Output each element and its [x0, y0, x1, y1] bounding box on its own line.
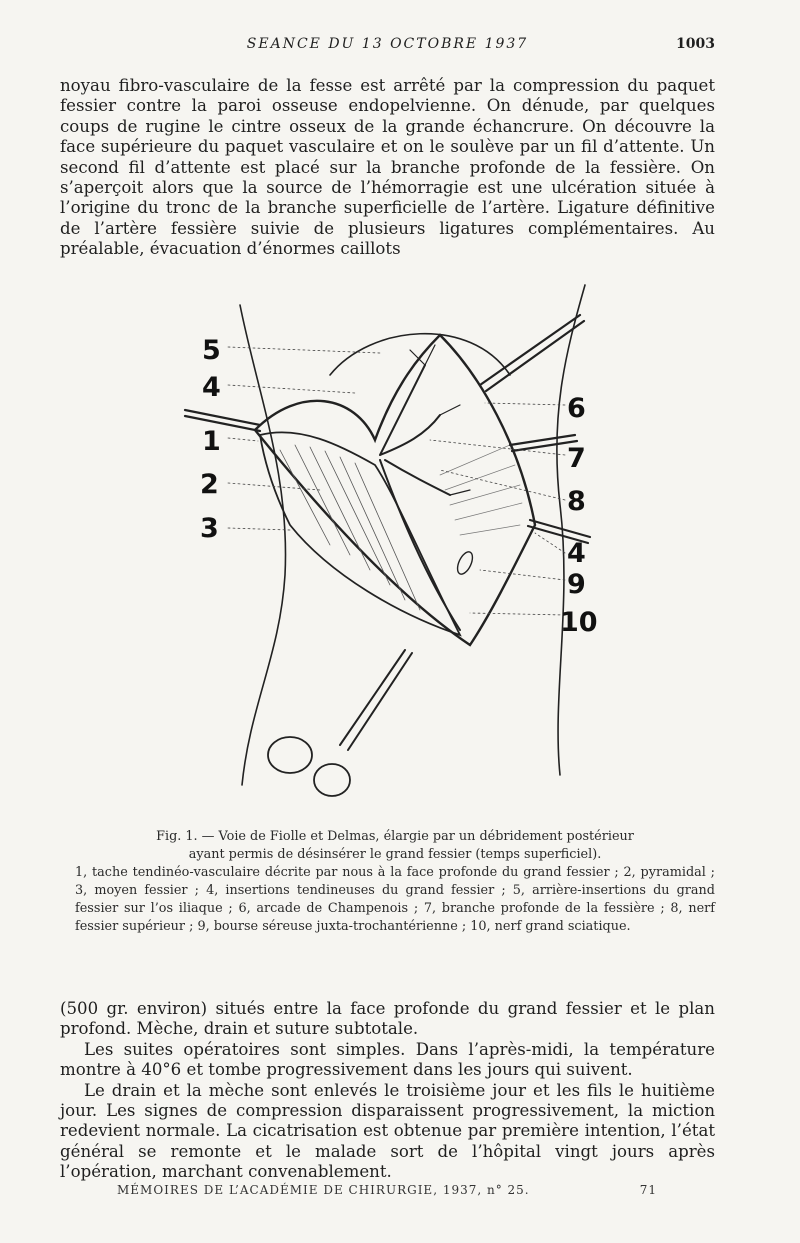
- paragraph-bottom-3: Le drain et la mèche sont enlevés le troisième jour et les fils le huitième jour. Les signes de compression disparaissent progressivement, la miction redevient normale. La cicatrisation est obtenue par première intention, l’état général se remonte et le malade sort de l’hôpital vingt jours après l’opération, marchant convenablement.: [60, 1080, 715, 1182]
- paragraph-top: noyau fibro-vasculaire de la fesse est arrêté par la compression du paquet fessier contre la paroi osseuse endopelvienne. On dénude, par quelques coups de rugine le cintre osseux de la grande échancrure. On découvre la face supérieure du paquet vasculaire et on le soulève par un fil d’attente. Un second fil d’attente est placé sur la branche profonde de la fessière. On s’aperçoit alors que la source de l’hémorragie est une ulcération située à l’origine du tronc de la branche superficielle de l’artère. Ligature définitive de l’artère fessière suivie de plusieurs ligatures complémentaires. Au préalable, évacuation d’énormes caillots: [60, 76, 715, 259]
- figure-caption: [75, 828, 715, 936]
- label-right-4: 4: [567, 538, 586, 569]
- label-right-9: 9: [567, 569, 586, 600]
- page-footer: [117, 1183, 657, 1203]
- buttock-contour: [330, 334, 510, 375]
- footer-journal: MÉMOIRES DE L’ACADÉMIE DE CHIRURGIE, 1937, n° 25.: [117, 1183, 530, 1197]
- body-text-bottom: [60, 999, 715, 1183]
- label-left-2: 2: [200, 469, 219, 500]
- paragraph-bottom-2: Les suites opératoires sont simples. Dans l’après-midi, la température montre à 40°6 et tombe progressivement dans les jours qui suivent.: [60, 1039, 715, 1080]
- label-left-5: 5: [202, 335, 221, 366]
- label-right-10: 10: [560, 607, 598, 638]
- body-contour-left: [240, 305, 286, 785]
- incision-outline: [255, 335, 535, 645]
- figure-illustration: [180, 275, 620, 805]
- paragraph-bottom-1: (500 gr. environ) situés entre la face profonde du grand fessier et le plan profond. Mèche, drain et suture subtotale.: [60, 999, 715, 1039]
- body-text-top: [60, 76, 715, 260]
- caption-legend: 1, tache tendinéo-vasculaire décrite par nous à la face profonde du grand fessier ; 2, pyramidal ; 3, moyen fessier ; 4, insertions tendineuses du grand fessier ; 5, arrière-insertions du grand fessier sur l’os iliaque ; 6, arcade de Champenois ; 7, branche profonde de la fessière ; 8, nerf fessier supérieur ; 9, bourse séreuse juxta-trochantérienne ; 10, nerf grand sciatique.: [75, 865, 715, 934]
- footer-sheet-number: 71: [639, 1183, 657, 1197]
- label-right-6: 6: [567, 393, 586, 424]
- caption-title-line1: Fig. 1. — Voie de Fiolle et Delmas, élargie par un débridement postérieur: [156, 829, 634, 844]
- label-right-7: 7: [567, 443, 586, 474]
- label-right-8: 8: [567, 486, 586, 517]
- caption-title-line2: ayant permis de désinsérer le grand fessier (temps superficiel).: [188, 847, 602, 862]
- anatomical-figure: [180, 275, 620, 805]
- scissors-handle: [340, 650, 412, 750]
- label-left-4: 4: [202, 372, 221, 403]
- body-contour-right: [557, 285, 585, 775]
- label-left-1: 1: [202, 426, 221, 457]
- running-title: SEANCE DU 13 OCTOBRE 1937: [246, 36, 529, 52]
- running-header: [60, 36, 715, 56]
- scissors-ring-1: [268, 737, 312, 773]
- gluteal-vessels: [380, 365, 460, 630]
- scissors-ring-2: [314, 764, 350, 796]
- retractor-left: [185, 410, 260, 431]
- bursa: [454, 550, 475, 577]
- label-left-3: 3: [200, 513, 219, 544]
- page-number: 1003: [676, 36, 715, 52]
- muscle-flap: [260, 432, 460, 635]
